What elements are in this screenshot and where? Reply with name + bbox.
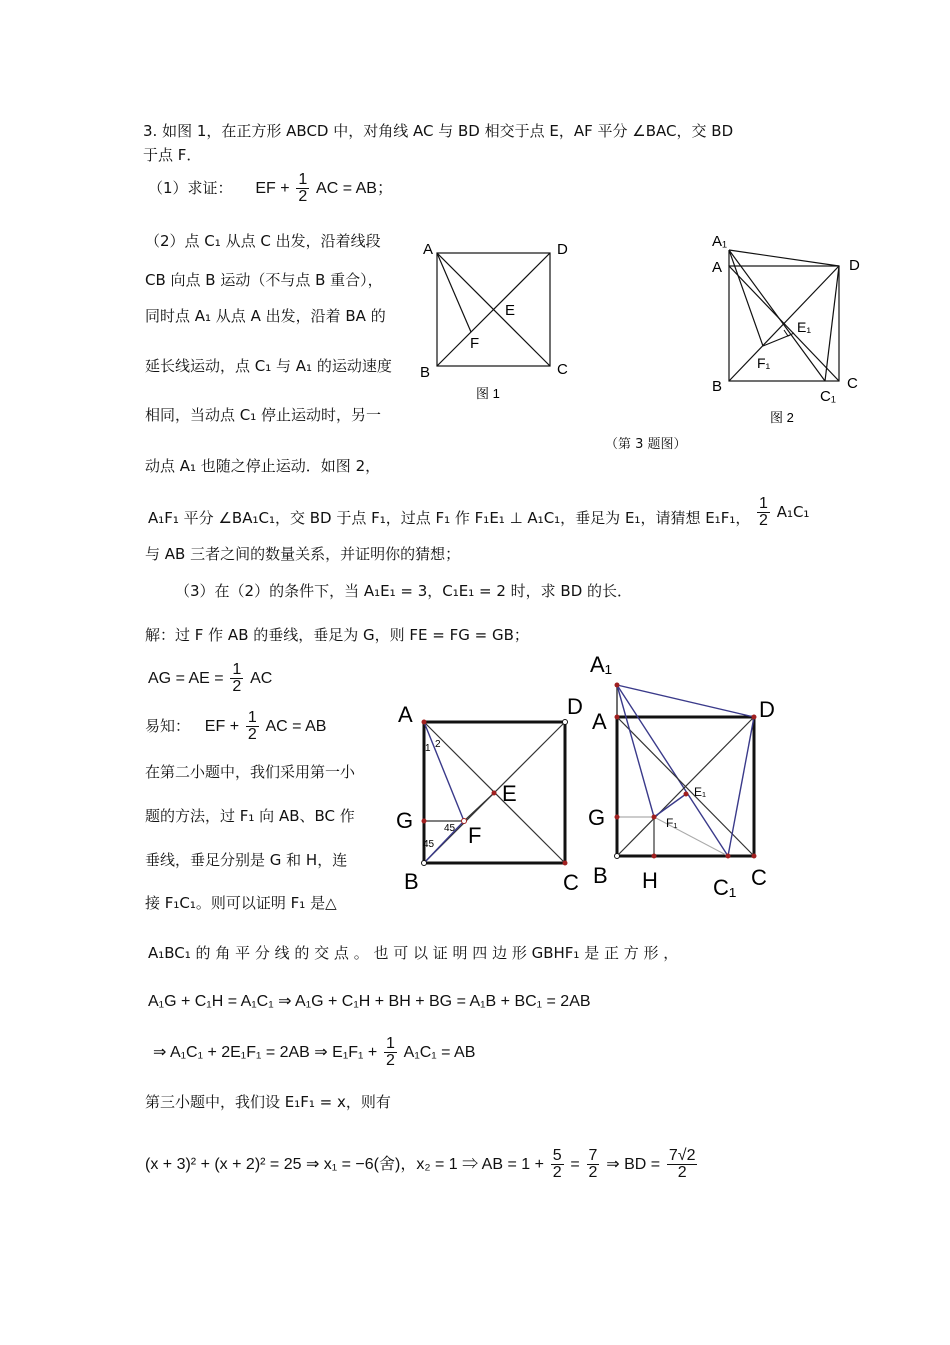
fig1-caption: 图 1 [476,386,500,401]
part2-line-5: 相同，当动点 C₁ 停止运动时，另一 [145,406,382,424]
part1-statement [148,172,393,205]
figure-2 [705,228,875,428]
fig3-label-d: D [567,695,583,719]
figure-1 [410,235,580,410]
fig1-label-b: B [420,364,431,381]
fig3-label-f: F [468,823,482,848]
fig1-label-e: E [505,302,516,319]
part1-formula-left: EF + [255,180,290,197]
fig1-label-f: F [470,335,480,352]
fig1-label-d: D [557,241,568,258]
fig2-caption: 图 2 [770,410,794,425]
equation-2: ⇒ A₁C₁ + 2E₁F₁ = 2AB ⇒ E₁F₁ + $\frac{1}{2}$ A₁C₁ = AB [153,1035,476,1069]
fig2-label-e1: E₁ [797,319,812,335]
fig4-label-a: A [592,709,607,734]
fig4-label-f1: F₁ [666,816,678,830]
fig4-label-c: C [751,865,767,890]
fig2-label-d: D [849,257,860,274]
fig4-label-e1: E₁ [694,785,707,799]
fig3-label-e: E [502,781,517,806]
part2-line-2: CB 向点 B 运动（不与点 B 重合）， [145,271,383,289]
solution-line-2: AG = AE = $\frac{1}{2}$ AC [148,661,273,695]
problem-line-2: 于点 F． [143,146,202,164]
fig4-label-d: D [759,697,775,722]
equation-3: (x + 3)² + (x + 2)² = 25 ⇒ x₁ = −6(舍)，x₂ = 1 ⇒ AB = 1 + $\frac{5}{2}$ = $\frac{7}{2}$ ⇒ BD = $\frac{7√2}{2}$ [145,1147,696,1181]
fig2-label-a1: A₁ [712,233,728,250]
fig2-label-a: A [712,259,723,276]
part1-formula-right: AC = AB； [316,180,393,197]
fig3-angle-45b: 45 [423,839,435,850]
solution-text-1: 在第二小题中，我们采用第一小 [145,763,356,781]
fig3-label-g: G [396,808,414,833]
fig1-bisector-af [437,253,471,332]
part2-line-4: 延长线运动，点 C₁ 与 A₁ 的运动速度 [145,357,392,375]
figure-3 [390,695,590,900]
fig4-label-a1: A₁ [590,652,613,677]
figure-4 [580,645,795,905]
half-fraction: $\frac{1}{2}$ [298,171,308,205]
fig3-label-a: A [398,702,413,727]
solution-part3-line: 第三小题中，我们设 E₁F₁ = x，则有 [145,1093,391,1111]
fig1-label-c: C [557,361,568,378]
fig4-label-c1: C₁ [713,875,737,900]
solution-text-2: 题的方法，过 F₁ 向 AB、BC 作 [145,807,355,825]
part2-line-3: 同时点 A₁ 从点 A 出发，沿着 BA 的 [145,307,386,325]
figures-caption: （第 3 题图） [605,437,687,452]
part1-prefix: （1）求证： [148,179,233,197]
solution-continuation: A₁BC₁ 的 角 平 分 线 的 交 点 。 也 可 以 证 明 四 边 形 GBHF₁ 是 正 方 形 ， [148,944,679,962]
fig1-label-a: A [423,241,434,258]
part2-continuation-2: 与 AB 三者之间的数量关系，并证明你的猜想； [145,545,461,563]
fig2-label-f1: F₁ [757,355,771,371]
fig3-angle-2: 2 [435,739,441,750]
equation-1: A₁G + C₁H = A₁C₁ ⇒ A₁G + C₁H + BH + BG = A₁B + BC₁ = 2AB [148,993,591,1010]
part2-line-6: 动点 A₁ 也随之停止运动．如图 2， [145,457,381,475]
fig2-label-c: C [847,375,858,392]
part2-line-1: （2）点 C₁ 从点 C 出发，沿着线段 [145,232,381,250]
problem-line-1: 3. 如图 1，在正方形 ABCD 中，对角线 AC 与 BD 相交于点 E，AF 平分 ∠BAC，交 BD [143,122,734,140]
solution-line-1: 解：过 F 作 AB 的垂线，垂足为 G，则 FE = FG = GB； [145,626,529,644]
fig3-angle-45a: 45 [444,823,456,834]
part2-half-fraction: $\frac{1}{2}$ A₁C₁ [759,495,810,529]
fig3-label-b: B [404,869,419,894]
fig2-label-c1: C₁ [820,388,836,405]
fig3-label-c: C [563,870,579,895]
solution-text-4: 接 F₁C₁。则可以证明 F₁ 是△ [145,894,337,912]
solution-text-3: 垂线，垂足分别是 G 和 H，连 [145,851,348,869]
solution-line-3: 易知： EF + $\frac{1}{2}$ AC = AB [145,709,327,743]
fig4-label-h: H [642,868,658,893]
fig4-label-b: B [593,863,608,888]
part3-statement: （3）在（2）的条件下，当 A₁E₁ = 3，C₁E₁ = 2 时，求 BD 的长． [175,582,633,600]
fig4-label-g: G [588,805,606,830]
part2-continuation: A₁F₁ 平分 ∠BA₁C₁，交 BD 于点 F₁，过点 F₁ 作 F₁E₁ ⊥ A₁C₁，垂足为 E₁，请猜想 E₁F₁， [148,509,751,527]
fig3-angle-1: 1 [425,743,431,754]
fig2-label-b: B [712,378,723,395]
